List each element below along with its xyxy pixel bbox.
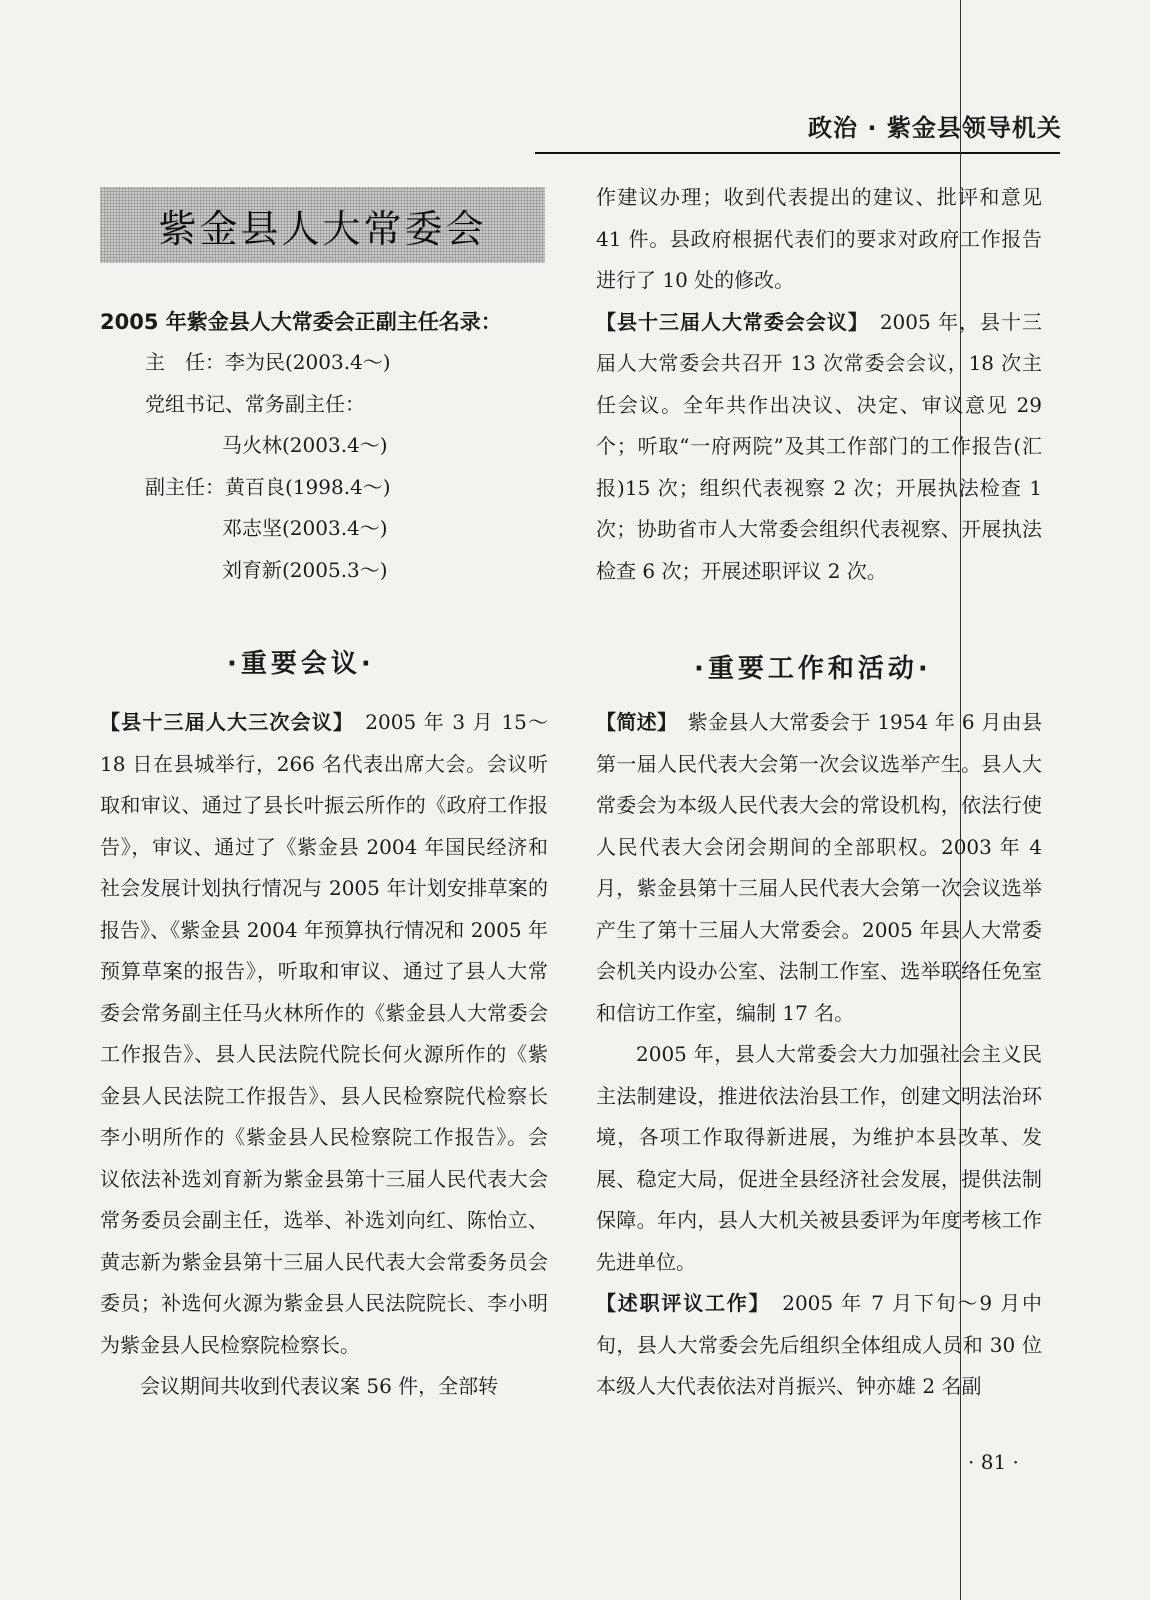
entry-text: 2005 年 3 月 15～18 日在县城举行，266 名代表出席大会。会议听取和审议、通过了县长叶振云所作的《政府工作报告》，审议、通过了《紫金县 2004 年国民经济和社会发展计划执行情况与 2005 年计划安排草案的报告》、《紫金县 2004 年预算执行情况和 2005 年预算草案的报告》，听取和审议、通过了县人大常委会常务副主任马火林所作的《紫金县人大常委会工作报告》、县人民法院代院长何火源所作的《紫金县人民法院工作报告》、县人民检察院代检察长李小明所作的《紫金县人民检察院工作报告》。会议依法补选刘育新为紫金县第十三届人民代表大会常务委员会副主任，选举、补选刘向红、陈怡立、黄志新为紫金县第十三届人民代表大会常委务员会委员；补选何火源为紫金县人民法院院长、李小明为紫金县人民检察院检察长。 (100, 710, 549, 1357)
roster-line: 邓志坚(2003.4～) (222, 516, 388, 540)
entry-tag: 【简述】 (596, 710, 668, 734)
chapter-title-banner (100, 187, 545, 263)
entry-text: 2005 年，县十三届人大常委会共召开 13 次常委会会议，18 次主任会议。全年共作出决议、决定、审议意见 29 个；听取“一府两院”及其工作部门的工作报告(汇报)15 次；组织代表视察 2 次；开展执法检查 1 次；协助省市人大常委会组织代表视察、开展执法检查 6 次；开展述职评议 2 次。 (596, 309, 1043, 583)
roster-line: 党组书记、常务副主任： (145, 392, 365, 416)
paragraph (596, 302, 1042, 593)
roster-line: 马火林(2003.4～) (222, 433, 388, 457)
paragraph (100, 702, 548, 1366)
roster-line: 主 任：李为民(2003.4～) (145, 350, 391, 374)
section-heading-work: ·重要工作和活动· (694, 654, 932, 684)
entry-tag: 【县十三届人大常委会会议】 (596, 309, 859, 334)
right-column-top-text (596, 177, 1042, 592)
paragraph: 会议期间共收到代表议案 56 件，全部转 (140, 1374, 499, 1398)
running-head: 政治 · 紫金县领导机关 (808, 114, 1062, 142)
page-number: · 81 · (968, 1450, 1019, 1474)
header-rule (535, 152, 1060, 154)
paragraph (596, 702, 1042, 1034)
roster-heading: 2005 年紫金县人大常委会正副主任名录： (100, 310, 502, 334)
section-heading-meetings: ·重要会议· (227, 649, 375, 679)
entry-text: 2005 年 7 月下旬～9 月中旬，县人大常委会先后组织全体组成人员和 30 位本级人大代表依法对肖振兴、钟亦雄 2 名副 (596, 1291, 1043, 1398)
left-column-text (100, 702, 548, 1408)
entry-tag: 【述职评议工作】 (596, 1291, 761, 1315)
paragraph: 2005 年，县人大常委会大力加强社会主义民主法制建设，推进依法治县工作，创建文明法治环境，各项工作取得新进展，为维护本县改革、发展、稳定大局，促进全县经济社会发展，提供法制保障。年内，县人大机关被县委评为年度考核工作先进单位。 (596, 1042, 1042, 1274)
paragraph (596, 1283, 1042, 1408)
roster-line: 副主任：黄百良(1998.4～) (145, 475, 391, 499)
entry-text: 紫金县人大常委会于 1954 年 6 月由县第一届人民代表大会第一次会议选举产生。县人大常委会为本级人民代表大会的常设机构，依法行使人民代表大会闭会期间的全部职权。2003 年 4 月，紫金县第十三届人民代表大会第一次会议选举产生了第十三届人大常委会。2005 年县人大常委会机关内设办公室、法制工作室、选举联络任免室和信访工作室，编制 17 名。 (596, 710, 1043, 1025)
chapter-title: 紫金县人大常委会 (158, 206, 487, 251)
roster-line: 刘育新(2005.3～) (222, 558, 388, 582)
entry-tag: 【县十三届人大三次会议】 (100, 710, 345, 734)
right-column-bottom-text (596, 702, 1042, 1408)
paragraph: 作建议办理；收到代表提出的建议、批评和意见 41 件。县政府根据代表们的要求对政府工作报告进行了 10 处的修改。 (596, 185, 1042, 292)
